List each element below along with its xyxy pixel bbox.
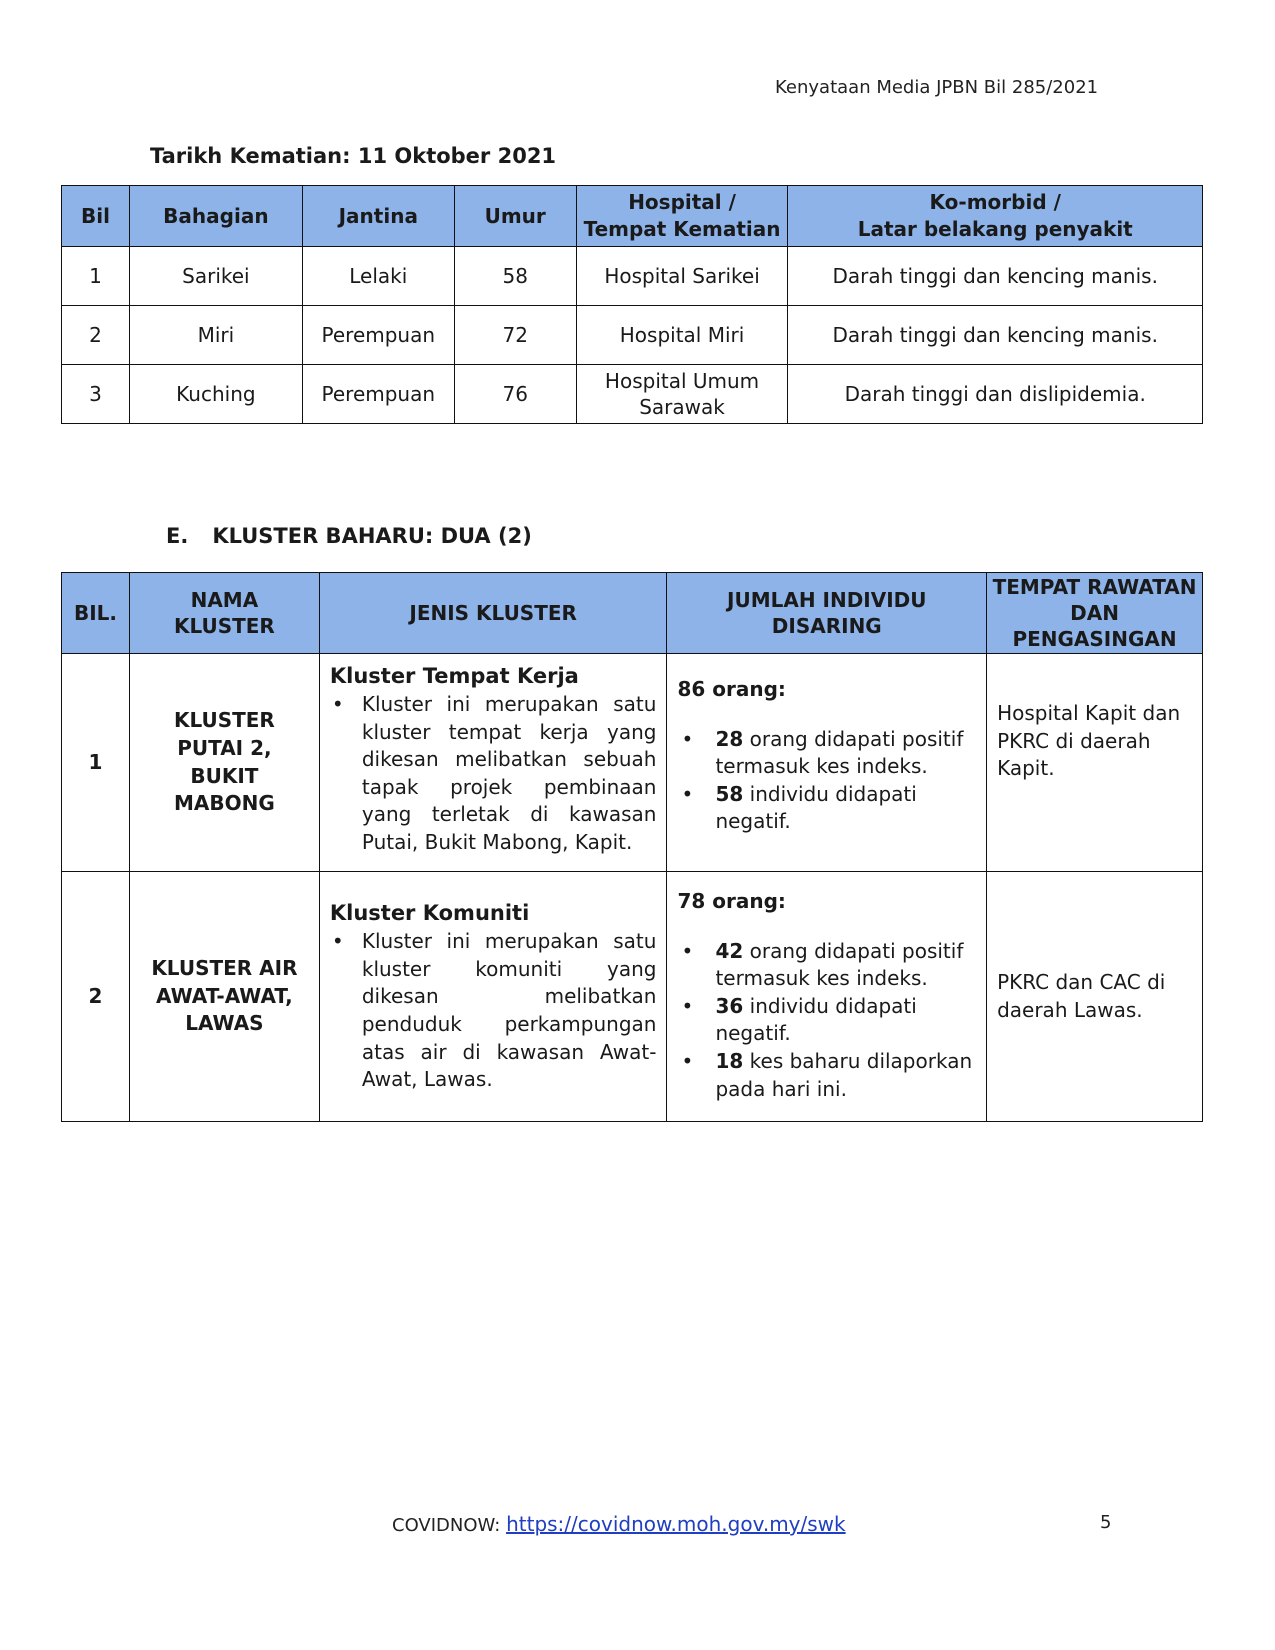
col-nama-kluster: NAMA KLUSTER <box>129 573 319 654</box>
section-heading <box>166 524 532 548</box>
col-hospital-line1: Hospital / <box>628 190 736 214</box>
list-item <box>677 938 976 993</box>
col-komorbid-line1: Ko-morbid / <box>929 190 1061 214</box>
cell-umur: 76 <box>454 365 576 424</box>
count-value: 28 <box>715 726 744 751</box>
cell-bil: 1 <box>62 654 130 872</box>
col-jantina: Jantina <box>302 186 454 247</box>
table-row <box>62 247 1203 306</box>
count-value: 42 <box>715 938 744 963</box>
cluster-header-row <box>62 573 1203 654</box>
col-bil: BIL. <box>62 573 130 654</box>
cell-bil: 2 <box>62 872 130 1122</box>
col-jumlah-individu: JUMLAH INDIVIDU DISARING <box>667 573 987 654</box>
deaths-header-row <box>62 186 1203 247</box>
cell-komorbid: Darah tinggi dan kencing manis. <box>788 306 1203 365</box>
cell-jenis-kluster <box>319 654 667 872</box>
count-text: kes baharu dilaporkan pada hari ini. <box>715 1048 973 1101</box>
list-item <box>677 1048 976 1103</box>
col-komorbid-line2: Latar belakang penyakit <box>857 217 1133 241</box>
col-hospital <box>576 186 788 247</box>
col-tempat-rawatan: TEMPAT RAWATAN DAN PENGASINGAN <box>987 573 1203 654</box>
cell-jantina: Lelaki <box>302 247 454 306</box>
deaths-table <box>61 185 1203 424</box>
page-number: 5 <box>1100 1512 1112 1533</box>
cell-jantina: Perempuan <box>302 306 454 365</box>
list-item <box>677 781 976 836</box>
col-hospital-line2: Tempat Kematian <box>583 217 781 241</box>
cell-umur: 72 <box>454 306 576 365</box>
cell-bil: 2 <box>62 306 130 365</box>
cell-tempat-rawatan: Hospital Kapit dan PKRC di daerah Kapit. <box>987 654 1203 872</box>
section-letter: E. <box>166 524 189 548</box>
footer <box>392 1512 846 1536</box>
section-title: KLUSTER BAHARU: DUA (2) <box>212 524 532 548</box>
count-text: orang didapati positif termasuk kes indeks. <box>715 726 964 779</box>
deaths-date-title: Tarikh Kematian: 11 Oktober 2021 <box>150 144 557 168</box>
list-item: • Kluster ini merupakan satu kluster tempat kerja yang dikesan melibatkan sebuah tapak projek pembinaan yang terletak di kawasan Putai, Bukit Mabong, Kapit. <box>330 691 657 857</box>
jenis-list <box>330 928 657 1094</box>
count-value: 58 <box>715 781 744 806</box>
col-umur: Umur <box>454 186 576 247</box>
col-komorbid <box>788 186 1203 247</box>
col-jenis-kluster: JENIS KLUSTER <box>319 573 667 654</box>
cell-bahagian: Sarikei <box>129 247 302 306</box>
cell-hospital: Hospital Miri <box>576 306 788 365</box>
cluster-table <box>61 572 1203 1122</box>
jumlah-list <box>677 938 976 1104</box>
cell-hospital: Hospital Umum Sarawak <box>576 365 788 424</box>
count-value: 36 <box>715 993 744 1018</box>
jenis-title: Kluster Tempat Kerja <box>329 664 579 688</box>
cell-tempat-rawatan: PKRC dan CAC di daerah Lawas. <box>987 872 1203 1122</box>
list-item: • Kluster ini merupakan satu kluster komuniti yang dikesan melibatkan penduduk perkampungan atas air di kawasan Awat-Awat, Lawas. <box>330 928 657 1094</box>
cell-nama-kluster: KLUSTER PUTAI 2, BUKIT MABONG <box>129 654 319 872</box>
cell-komorbid: Darah tinggi dan kencing manis. <box>788 247 1203 306</box>
count-text: orang didapati positif termasuk kes indeks. <box>715 938 964 991</box>
jumlah-list <box>677 726 976 836</box>
table-row <box>62 654 1203 872</box>
cell-nama-kluster: KLUSTER AIR AWAT-AWAT, LAWAS <box>129 872 319 1122</box>
cell-jenis-kluster <box>319 872 667 1122</box>
count-value: 18 <box>715 1048 744 1073</box>
cell-jumlah-individu <box>667 654 987 872</box>
document-reference: Kenyataan Media JPBN Bil 285/2021 <box>775 77 1099 98</box>
cell-jantina: Perempuan <box>302 365 454 424</box>
table-row <box>62 306 1203 365</box>
covidnow-link[interactable]: https://covidnow.moh.gov.my/swk <box>506 1512 846 1536</box>
cell-hospital: Hospital Sarikei <box>576 247 788 306</box>
count-text: individu didapati negatif. <box>715 993 917 1046</box>
col-bahagian: Bahagian <box>129 186 302 247</box>
footer-label: COVIDNOW: <box>392 1515 501 1536</box>
cell-umur: 58 <box>454 247 576 306</box>
cell-jumlah-individu <box>667 872 987 1122</box>
count-text: individu didapati negatif. <box>715 781 917 834</box>
cell-bil: 1 <box>62 247 130 306</box>
table-row <box>62 365 1203 424</box>
table-row <box>62 872 1203 1122</box>
list-item <box>677 993 976 1048</box>
cell-bahagian: Kuching <box>129 365 302 424</box>
col-bil: Bil <box>62 186 130 247</box>
jumlah-total: 78 orang: <box>677 889 786 913</box>
cell-bil: 3 <box>62 365 130 424</box>
list-item <box>677 726 976 781</box>
jumlah-total: 86 orang: <box>677 677 786 701</box>
cell-bahagian: Miri <box>129 306 302 365</box>
jenis-list <box>330 691 657 857</box>
jenis-title: Kluster Komuniti <box>329 901 530 926</box>
cell-komorbid: Darah tinggi dan dislipidemia. <box>788 365 1203 424</box>
